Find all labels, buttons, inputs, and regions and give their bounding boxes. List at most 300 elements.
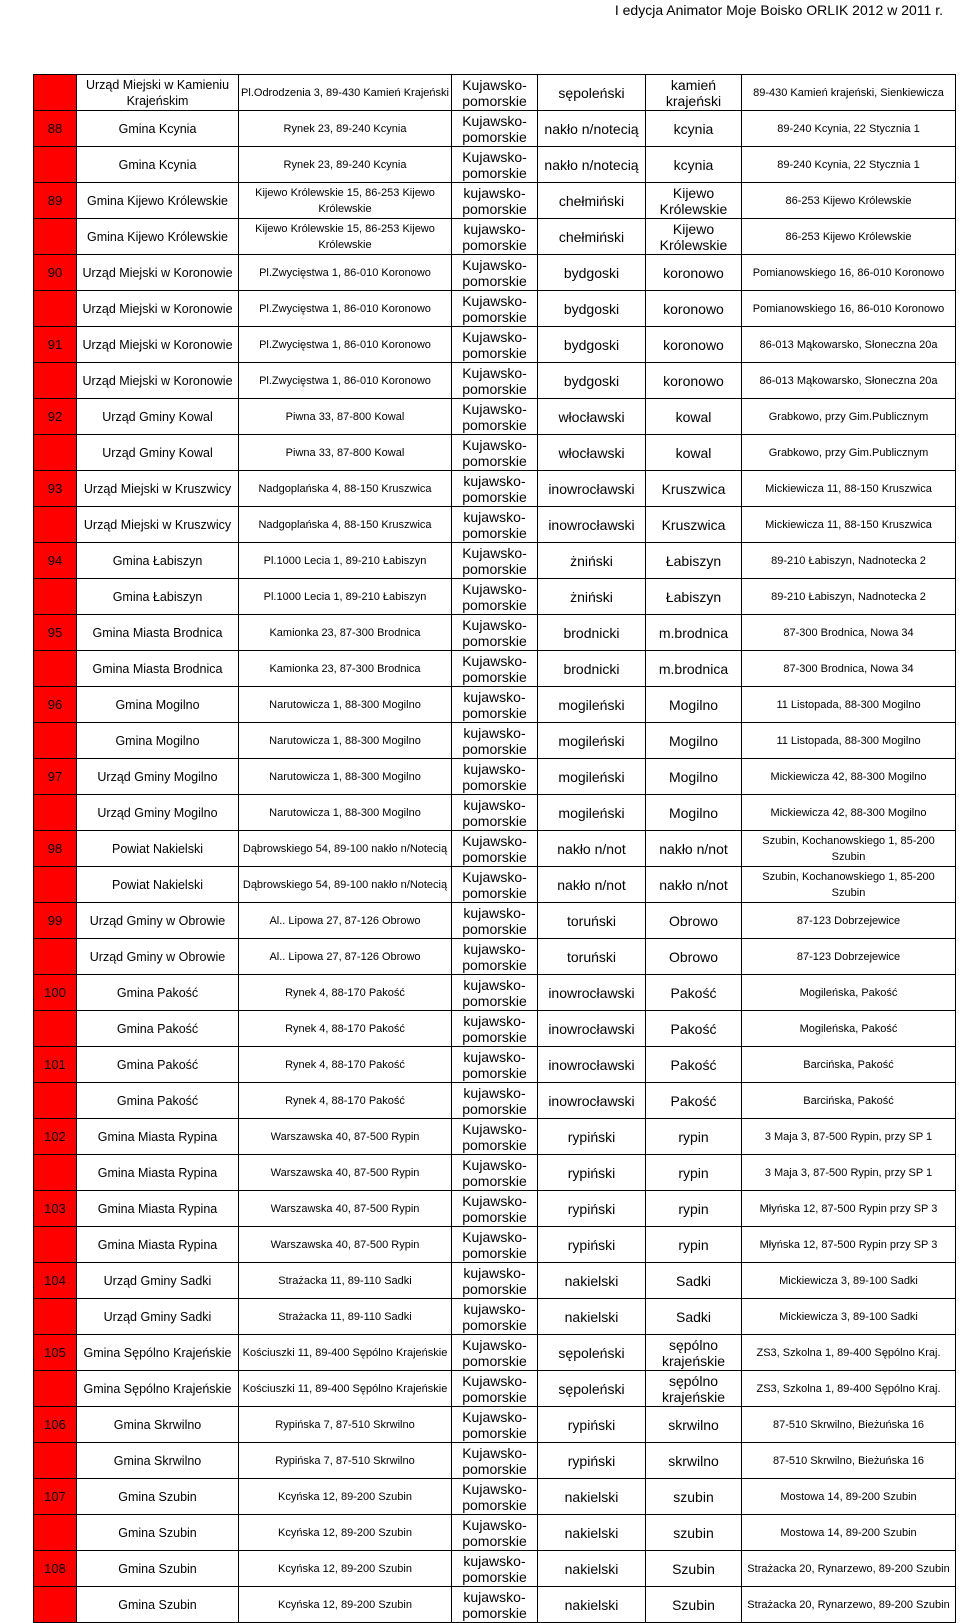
facility-location: 11 Listopada, 88-300 Mogilno [742,687,956,723]
organization-name: Gmina Kijewo Królewskie [77,183,239,219]
voivodeship: kujawsko-pomorskie [452,975,538,1011]
facility-location: 89-430 Kamień krajeński, Sienkiewicza [742,75,956,111]
municipality: kamień krajeński [646,75,742,111]
table-row [34,1047,956,1083]
row-number [34,651,77,687]
voivodeship: Kujawsko-pomorskie [452,1335,538,1371]
municipality: Łabiszyn [646,579,742,615]
organization-address: Narutowicza 1, 88-300 Mogilno [239,687,452,723]
row-number: 106 [34,1407,77,1443]
county: brodnicki [538,615,646,651]
organization-name: Powiat Nakielski [77,831,239,867]
row-number [34,939,77,975]
organization-address: Kcyńska 12, 89-200 Szubin [239,1479,452,1515]
county: inowrocławski [538,1083,646,1119]
organization-address: Narutowicza 1, 88-300 Mogilno [239,723,452,759]
table-row [34,1551,956,1587]
table-body [34,75,956,1623]
facility-location: 89-240 Kcynia, 22 Stycznia 1 [742,147,956,183]
voivodeship: kujawsko-pomorskie [452,939,538,975]
voivodeship: Kujawsko-pomorskie [452,1155,538,1191]
municipality: Obrowo [646,939,742,975]
row-number [34,723,77,759]
voivodeship: Kujawsko-pomorskie [452,1191,538,1227]
municipality: Mogilno [646,687,742,723]
table-row [34,1227,956,1263]
facility-location: Mickiewicza 42, 88-300 Mogilno [742,759,956,795]
county: inowrocławski [538,975,646,1011]
table-row [34,903,956,939]
municipality: Pakość [646,1011,742,1047]
organization-name: Urząd Gminy w Obrowie [77,903,239,939]
row-number [34,1515,77,1551]
organization-address: Rynek 4, 88-170 Pakość [239,1083,452,1119]
table-row [34,1371,956,1407]
municipality: Mogilno [646,723,742,759]
table-row [34,1515,956,1551]
row-number: 100 [34,975,77,1011]
facility-location: 87-510 Skrwilno, Bieżuńska 16 [742,1407,956,1443]
county: nakielski [538,1299,646,1335]
table-row [34,759,956,795]
organization-address: Piwna 33, 87-800 Kowal [239,399,452,435]
organization-address: Narutowicza 1, 88-300 Mogilno [239,759,452,795]
organization-address: Dąbrowskiego 54, 89-100 nakło n/Notecią [239,867,452,903]
organization-name: Urząd Gminy Sadki [77,1299,239,1335]
row-number: 91 [34,327,77,363]
row-number: 102 [34,1119,77,1155]
organization-address: Rypińska 7, 87-510 Skrwilno [239,1443,452,1479]
row-number [34,867,77,903]
county: nakielski [538,1263,646,1299]
organization-name: Gmina Kijewo Królewskie [77,219,239,255]
row-number: 95 [34,615,77,651]
table-row [34,1443,956,1479]
row-number: 89 [34,183,77,219]
organization-address: Kijewo Królewskie 15, 86-253 Kijewo Królewskie [239,183,452,219]
organization-address: Kamionka 23, 87-300 Brodnica [239,615,452,651]
facility-location: 89-210 Łabiszyn, Nadnotecka 2 [742,579,956,615]
organization-address: Rynek 23, 89-240 Kcynia [239,147,452,183]
table-row [34,255,956,291]
table-row [34,1263,956,1299]
row-number [34,1011,77,1047]
voivodeship: Kujawsko-pomorskie [452,831,538,867]
organization-name: Urząd Miejski w Kamieniu Krajeńskim [77,75,239,111]
facility-location: Młyńska 12, 87-500 Rypin przy SP 3 [742,1227,956,1263]
municipality: Kruszwica [646,471,742,507]
municipality: Kijewo Królewskie [646,183,742,219]
municipality: kowal [646,435,742,471]
facility-location: Mickiewicza 11, 88-150 Kruszwica [742,507,956,543]
organization-name: Gmina Pakość [77,1083,239,1119]
organization-address: Pl.Zwycięstwa 1, 86-010 Koronowo [239,291,452,327]
table-row [34,147,956,183]
organization-address: Warszawska 40, 87-500 Rypin [239,1191,452,1227]
row-number: 92 [34,399,77,435]
table-row [34,183,956,219]
row-number: 93 [34,471,77,507]
row-number: 108 [34,1551,77,1587]
municipality: Szubin [646,1551,742,1587]
table-row [34,543,956,579]
municipality: skrwilno [646,1407,742,1443]
voivodeship: Kujawsko-pomorskie [452,867,538,903]
organization-name: Gmina Szubin [77,1587,239,1623]
facility-location: Młyńska 12, 87-500 Rypin przy SP 3 [742,1191,956,1227]
organization-address: Pl.Zwycięstwa 1, 86-010 Koronowo [239,327,452,363]
facility-location: Pomianowskiego 16, 86-010 Koronowo [742,255,956,291]
facility-location: Mostowa 14, 89-200 Szubin [742,1479,956,1515]
row-number: 103 [34,1191,77,1227]
organization-address: Rypińska 7, 87-510 Skrwilno [239,1407,452,1443]
facility-location: Strażacka 20, Rynarzewo, 89-200 Szubin [742,1551,956,1587]
municipality: Pakość [646,1047,742,1083]
row-number [34,507,77,543]
facility-location: 3 Maja 3, 87-500 Rypin, przy SP 1 [742,1155,956,1191]
municipality: Mogilno [646,795,742,831]
municipality: kcynia [646,147,742,183]
county: sępoleński [538,75,646,111]
voivodeship: kujawsko-pomorskie [452,183,538,219]
voivodeship: Kujawsko-pomorskie [452,399,538,435]
county: toruński [538,903,646,939]
municipality: Pakość [646,975,742,1011]
organization-address: Piwna 33, 87-800 Kowal [239,435,452,471]
organization-name: Gmina Szubin [77,1551,239,1587]
municipality: Szubin [646,1587,742,1623]
municipality: koronowo [646,291,742,327]
organization-address: Warszawska 40, 87-500 Rypin [239,1155,452,1191]
municipality: Mogilno [646,759,742,795]
table-row [34,1011,956,1047]
facility-location: Barcińska, Pakość [742,1083,956,1119]
county: rypiński [538,1227,646,1263]
organization-address: Kcyńska 12, 89-200 Szubin [239,1587,452,1623]
municipality: m.brodnica [646,651,742,687]
voivodeship: kujawsko-pomorskie [452,1587,538,1623]
organization-address: Kcyńska 12, 89-200 Szubin [239,1515,452,1551]
municipality: Sadki [646,1263,742,1299]
organization-address: Pl.Zwycięstwa 1, 86-010 Koronowo [239,255,452,291]
facility-location: Mickiewicza 3, 89-100 Sadki [742,1299,956,1335]
organization-address: Strażacka 11, 89-110 Sadki [239,1299,452,1335]
municipality: nakło n/not [646,867,742,903]
county: rypiński [538,1155,646,1191]
facility-location: Mogileńska, Pakość [742,1011,956,1047]
row-number: 97 [34,759,77,795]
organization-name: Gmina Miasta Brodnica [77,651,239,687]
row-number: 101 [34,1047,77,1083]
organization-name: Urząd Miejski w Koronowie [77,255,239,291]
organization-name: Gmina Łabiszyn [77,543,239,579]
organization-address: Strażacka 11, 89-110 Sadki [239,1263,452,1299]
organization-name: Urząd Miejski w Kruszwicy [77,471,239,507]
county: bydgoski [538,255,646,291]
row-number: 88 [34,111,77,147]
voivodeship: Kujawsko-pomorskie [452,327,538,363]
table-row [34,723,956,759]
voivodeship: Kujawsko-pomorskie [452,435,538,471]
municipality: rypin [646,1119,742,1155]
row-number: 99 [34,903,77,939]
table-row [34,795,956,831]
voivodeship: kujawsko-pomorskie [452,1263,538,1299]
municipality: kcynia [646,111,742,147]
county: rypiński [538,1119,646,1155]
organization-name: Gmina Kcynia [77,111,239,147]
table-row [34,111,956,147]
table-row [34,1479,956,1515]
organization-address: Pl.Odrodzenia 3, 89-430 Kamień Krajeński [239,75,452,111]
voivodeship: kujawsko-pomorskie [452,1047,538,1083]
voivodeship: Kujawsko-pomorskie [452,579,538,615]
municipality: kowal [646,399,742,435]
organization-name: Urząd Gminy Kowal [77,399,239,435]
organization-name: Gmina Mogilno [77,723,239,759]
county: nakło n/notecią [538,111,646,147]
municipality: Kijewo Królewskie [646,219,742,255]
organization-name: Gmina Miasta Rypina [77,1155,239,1191]
organization-name: Urząd Gminy Sadki [77,1263,239,1299]
organization-name: Gmina Pakość [77,1011,239,1047]
county: bydgoski [538,363,646,399]
county: chełmiński [538,183,646,219]
table-row [34,219,956,255]
county: rypiński [538,1191,646,1227]
table-row [34,435,956,471]
row-number [34,1155,77,1191]
voivodeship: kujawsko-pomorskie [452,687,538,723]
voivodeship: kujawsko-pomorskie [452,1011,538,1047]
voivodeship: kujawsko-pomorskie [452,507,538,543]
voivodeship: Kujawsko-pomorskie [452,111,538,147]
organization-address: Rynek 4, 88-170 Pakość [239,975,452,1011]
table-row [34,1119,956,1155]
county: nakielski [538,1587,646,1623]
organization-name: Gmina Szubin [77,1515,239,1551]
facility-location: 86-253 Kijewo Królewskie [742,183,956,219]
voivodeship: Kujawsko-pomorskie [452,1119,538,1155]
organization-address: Nadgoplańska 4, 88-150 Kruszwica [239,507,452,543]
row-number [34,1083,77,1119]
facility-location: 86-253 Kijewo Królewskie [742,219,956,255]
voivodeship: kujawsko-pomorskie [452,471,538,507]
organization-address: Dąbrowskiego 54, 89-100 nakło n/Notecią [239,831,452,867]
voivodeship: kujawsko-pomorskie [452,1083,538,1119]
municipality: skrwilno [646,1443,742,1479]
facility-location: 87-123 Dobrzejewice [742,939,956,975]
table-row [34,1299,956,1335]
voivodeship: kujawsko-pomorskie [452,795,538,831]
voivodeship: kujawsko-pomorskie [452,723,538,759]
organization-name: Gmina Skrwilno [77,1407,239,1443]
voivodeship: Kujawsko-pomorskie [452,1479,538,1515]
voivodeship: Kujawsko-pomorskie [452,255,538,291]
county: nakło n/not [538,867,646,903]
county: sępoleński [538,1335,646,1371]
municipality: rypin [646,1155,742,1191]
county: mogileński [538,687,646,723]
organization-name: Urząd Gminy Kowal [77,435,239,471]
organization-name: Gmina Mogilno [77,687,239,723]
municipality: koronowo [646,363,742,399]
row-number: 98 [34,831,77,867]
voivodeship: Kujawsko-pomorskie [452,147,538,183]
table-row [34,1407,956,1443]
table-row [34,471,956,507]
county: brodnicki [538,651,646,687]
voivodeship: kujawsko-pomorskie [452,219,538,255]
table-row [34,1155,956,1191]
facility-location: 86-013 Mąkowarsko, Słoneczna 20a [742,363,956,399]
voivodeship: Kujawsko-pomorskie [452,543,538,579]
county: chełmiński [538,219,646,255]
organization-name: Urząd Gminy Mogilno [77,759,239,795]
page-header [0,0,943,26]
organization-name: Gmina Łabiszyn [77,579,239,615]
table-row [34,363,956,399]
organization-name: Gmina Pakość [77,1047,239,1083]
county: inowrocławski [538,471,646,507]
table-row [34,975,956,1011]
facility-location: 11 Listopada, 88-300 Mogilno [742,723,956,759]
organization-address: Pl.1000 Lecia 1, 89-210 Łabiszyn [239,579,452,615]
facility-location: Szubin, Kochanowskiego 1, 85-200 Szubin [742,831,956,867]
county: bydgoski [538,327,646,363]
organization-name: Urząd Miejski w Koronowie [77,327,239,363]
row-number [34,795,77,831]
facility-location: Mogileńska, Pakość [742,975,956,1011]
county: żniński [538,543,646,579]
county: inowrocławski [538,507,646,543]
table-row [34,507,956,543]
organization-name: Gmina Skrwilno [77,1443,239,1479]
facility-location: 86-013 Mąkowarsko, Słoneczna 20a [742,327,956,363]
organization-address: Narutowicza 1, 88-300 Mogilno [239,795,452,831]
organization-name: Gmina Miasta Rypina [77,1119,239,1155]
voivodeship: Kujawsko-pomorskie [452,363,538,399]
voivodeship: Kujawsko-pomorskie [452,651,538,687]
organization-name: Gmina Miasta Brodnica [77,615,239,651]
organization-name: Urząd Gminy w Obrowie [77,939,239,975]
facility-location: Mostowa 14, 89-200 Szubin [742,1515,956,1551]
facility-location: 87-300 Brodnica, Nowa 34 [742,651,956,687]
table-row [34,291,956,327]
facility-table [33,74,956,1623]
organization-name: Gmina Pakość [77,975,239,1011]
row-number [34,435,77,471]
facility-location: Grabkowo, przy Gim.Publicznym [742,435,956,471]
voivodeship: kujawsko-pomorskie [452,1299,538,1335]
organization-name: Urząd Miejski w Kruszwicy [77,507,239,543]
voivodeship: Kujawsko-pomorskie [452,1371,538,1407]
voivodeship: kujawsko-pomorskie [452,1551,538,1587]
municipality: koronowo [646,327,742,363]
county: włocławski [538,435,646,471]
organization-name: Urząd Miejski w Koronowie [77,363,239,399]
table-row [34,1083,956,1119]
voivodeship: Kujawsko-pomorskie [452,75,538,111]
county: nakło n/notecią [538,147,646,183]
organization-address: Kościuszki 11, 89-400 Sępólno Krajeńskie [239,1335,452,1371]
municipality: nakło n/not [646,831,742,867]
row-number: 105 [34,1335,77,1371]
county: nakielski [538,1515,646,1551]
county: bydgoski [538,291,646,327]
facility-location: Strażacka 20, Rynarzewo, 89-200 Szubin [742,1587,956,1623]
municipality: sępólno krajeńskie [646,1335,742,1371]
facility-location: Mickiewicza 11, 88-150 Kruszwica [742,471,956,507]
facility-location: 87-300 Brodnica, Nowa 34 [742,615,956,651]
row-number: 96 [34,687,77,723]
voivodeship: Kujawsko-pomorskie [452,1227,538,1263]
organization-name: Gmina Sępólno Krajeńskie [77,1335,239,1371]
municipality: m.brodnica [646,615,742,651]
table-row [34,75,956,111]
county: rypiński [538,1443,646,1479]
facility-location: Grabkowo, przy Gim.Publicznym [742,399,956,435]
table-row [34,831,956,867]
county: rypiński [538,1407,646,1443]
table-row [34,1335,956,1371]
row-number [34,579,77,615]
row-number [34,219,77,255]
table-row [34,579,956,615]
row-number [34,1371,77,1407]
row-number: 107 [34,1479,77,1515]
county: mogileński [538,759,646,795]
organization-address: Pl.1000 Lecia 1, 89-210 Łabiszyn [239,543,452,579]
row-number: 94 [34,543,77,579]
page-title: I edycja Animator Moje Boisko ORLIK 2012 w 2011 r. [614,2,943,18]
table-row [34,651,956,687]
organization-name: Gmina Sępólno Krajeńskie [77,1371,239,1407]
voivodeship: kujawsko-pomorskie [452,903,538,939]
table-row [34,615,956,651]
row-number [34,75,77,111]
table-row [34,399,956,435]
organization-name: Gmina Kcynia [77,147,239,183]
county: mogileński [538,723,646,759]
facility-location: 89-210 Łabiszyn, Nadnotecka 2 [742,543,956,579]
row-number: 104 [34,1263,77,1299]
facility-location: 89-240 Kcynia, 22 Stycznia 1 [742,111,956,147]
organization-address: Rynek 4, 88-170 Pakość [239,1011,452,1047]
voivodeship: Kujawsko-pomorskie [452,291,538,327]
table-row [34,939,956,975]
table-row [34,1587,956,1623]
organization-address: Warszawska 40, 87-500 Rypin [239,1119,452,1155]
organization-address: Kościuszki 11, 89-400 Sępólno Krajeńskie [239,1371,452,1407]
voivodeship: Kujawsko-pomorskie [452,1407,538,1443]
organization-address: Rynek 4, 88-170 Pakość [239,1047,452,1083]
county: żniński [538,579,646,615]
municipality: koronowo [646,255,742,291]
table-row [34,327,956,363]
voivodeship: Kujawsko-pomorskie [452,1515,538,1551]
organization-address: Warszawska 40, 87-500 Rypin [239,1227,452,1263]
municipality: Obrowo [646,903,742,939]
row-number: 90 [34,255,77,291]
row-number [34,1227,77,1263]
county: nakło n/not [538,831,646,867]
organization-address: Pl.Zwycięstwa 1, 86-010 Koronowo [239,363,452,399]
row-number [34,1299,77,1335]
table-row [34,687,956,723]
organization-address: Rynek 23, 89-240 Kcynia [239,111,452,147]
municipality: Pakość [646,1083,742,1119]
